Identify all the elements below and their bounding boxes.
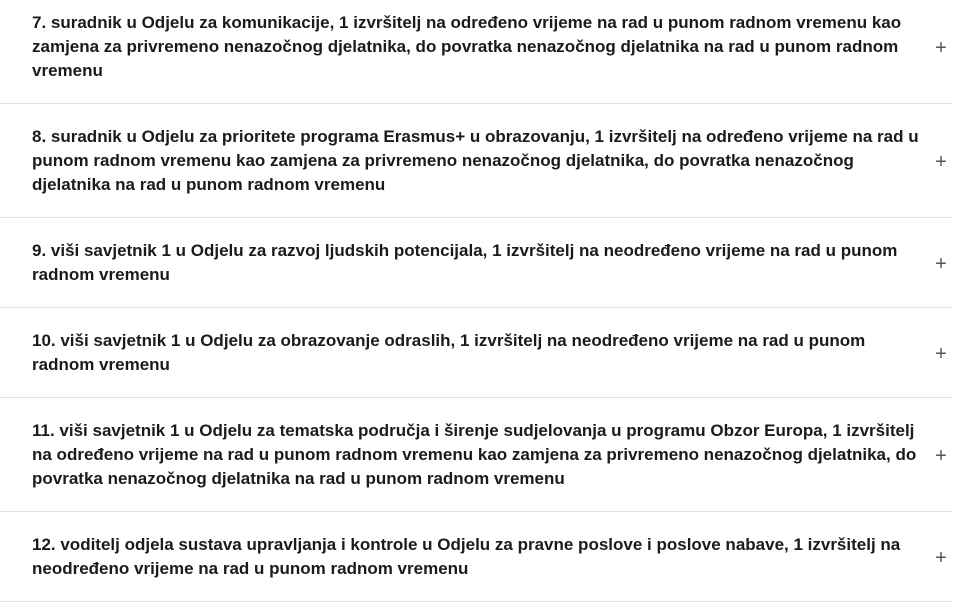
accordion-item-12[interactable] <box>0 512 952 602</box>
accordion-item-title: 11. viši savjetnik 1 u Odjelu za tematska područja i širenje sudjelovanja u programu Obzor Europa, 1 izvršitelj na određeno vrijeme na rad u punom radnom vremenu kao zamjena za privremeno nenazočnog djelatnika, do povratka nenazočnog djelatnika na rad u punom radnom vremenu <box>32 421 917 488</box>
plus-icon[interactable]: + <box>935 253 947 275</box>
accordion-item-title: 9. viši savjetnik 1 u Odjelu za razvoj ljudskih potencijala, 1 izvršitelj na neodređeno vrijeme na rad u punom radnom vremenu <box>32 241 898 284</box>
accordion-item-11[interactable] <box>0 398 952 512</box>
accordion-item-title: 10. viši savjetnik 1 u Odjelu za obrazovanje odraslih, 1 izvršitelj na neodređeno vrijeme na rad u punom radnom vremenu <box>32 331 866 374</box>
accordion-item-8[interactable] <box>0 104 952 218</box>
plus-icon[interactable]: + <box>935 343 947 365</box>
plus-icon[interactable]: + <box>935 547 947 569</box>
plus-icon[interactable]: + <box>935 445 947 467</box>
plus-icon[interactable]: + <box>935 151 947 173</box>
accordion-item-9[interactable] <box>0 218 952 308</box>
accordion-item-title: 7. suradnik u Odjelu za komunikacije, 1 izvršitelj na određeno vrijeme na rad u punom radnom vremenu kao zamjena za privremeno nenazočnog djelatnika, do povratka nenazočnog djelatnika na rad u punom radnom vremenu <box>32 13 902 80</box>
accordion-item-7[interactable] <box>0 0 952 104</box>
accordion-item-title: 8. suradnik u Odjelu za prioritete programa Erasmus+ u obrazovanju, 1 izvršitelj na određeno vrijeme na rad u punom radnom vremenu kao zamjena za privremeno nenazočnog djelatnika, do povratka nenazočnog djelatnika na rad u punom radnom vremenu <box>32 127 919 194</box>
accordion-item-title: 12. voditelj odjela sustava upravljanja i kontrole u Odjelu za pravne poslove i poslove nabave, 1 izvršitelj na neodređeno vrijeme na rad u punom radnom vremenu <box>32 535 901 578</box>
plus-icon[interactable]: + <box>935 37 947 59</box>
accordion-item-10[interactable] <box>0 308 952 398</box>
